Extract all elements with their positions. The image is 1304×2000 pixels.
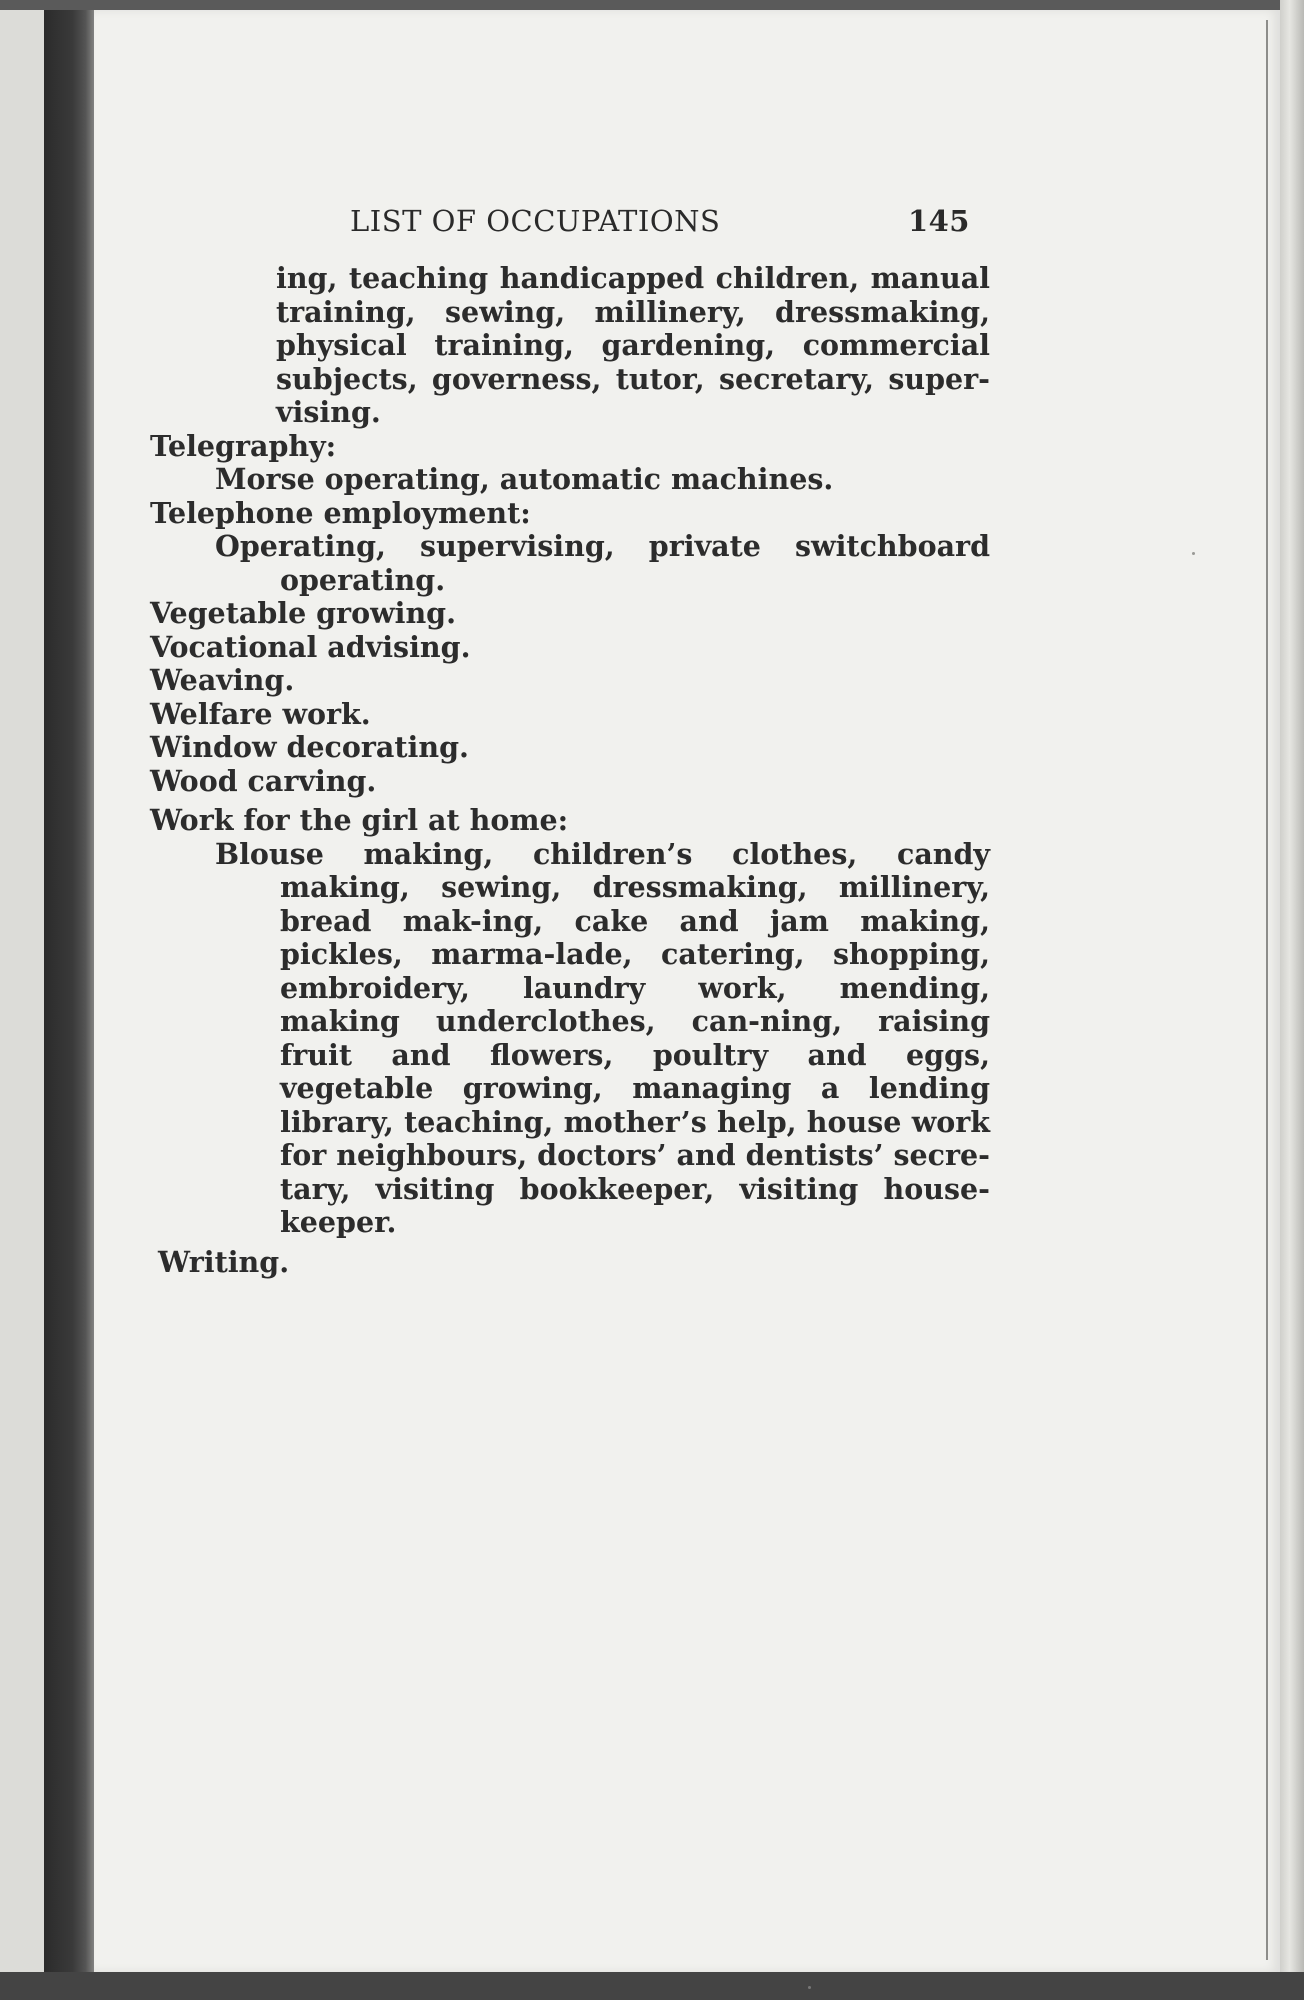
- paper-speck: [1192, 552, 1195, 555]
- entry-heading-telephone: Telephone employment:: [150, 495, 531, 530]
- continuation-paragraph: ing, teaching handicapped children, manual training, sewing, millinery, dressmaking, physical training, gardening, commercial subjects, governess, tutor, secretary, super-vising.: [276, 261, 990, 429]
- page-edge-line: [1266, 20, 1268, 1960]
- page-number: 145: [907, 204, 970, 238]
- scanner-background-bottom: [0, 1972, 1304, 2000]
- list-entry: Welfare work.: [150, 696, 371, 731]
- list-entry: Vocational advising.: [150, 629, 471, 664]
- list-entry-writing: Writing.: [158, 1244, 290, 1279]
- entry-detail-telegraphy: Morse operating, automatic machines.: [215, 462, 834, 496]
- entry-detail-telephone: Operating, supervising, private switchboard operating.: [215, 529, 990, 597]
- facing-page-edge: [0, 10, 44, 1972]
- list-entry: Weaving.: [150, 663, 295, 697]
- list-entry: Wood carving.: [150, 763, 377, 798]
- entry-heading-work-at-home: Work for the girl at home:: [150, 803, 569, 837]
- entry-heading-telegraphy: Telegraphy:: [150, 428, 337, 463]
- paper-speck: [808, 1986, 811, 1989]
- list-entry: Vegetable growing.: [150, 596, 457, 630]
- book-spine-shadow: [44, 10, 96, 1972]
- page-body: [150, 262, 990, 1279]
- page-header: [350, 204, 970, 244]
- entry-detail-work-at-home: Blouse making, children’s clothes, candy making, sewing, dressmaking, millinery, bread mak-ing, cake and jam making, pickles, marma-lade, catering, shopping, embroidery, laundry work, mending, making underclothes, can-ning, raising fruit and flowers, poultry and eggs, vegetable growing, managing a lending library, teaching, mother’s help, house work for neighbours, doctors’ and dentists’ secre-tary, visiting bookkeeper, visiting house-keeper.: [215, 836, 990, 1239]
- page-stack-edge: [1280, 0, 1304, 1990]
- list-entry: Window decorating.: [150, 730, 469, 764]
- running-title: LIST OF OCCUPATIONS: [350, 204, 721, 238]
